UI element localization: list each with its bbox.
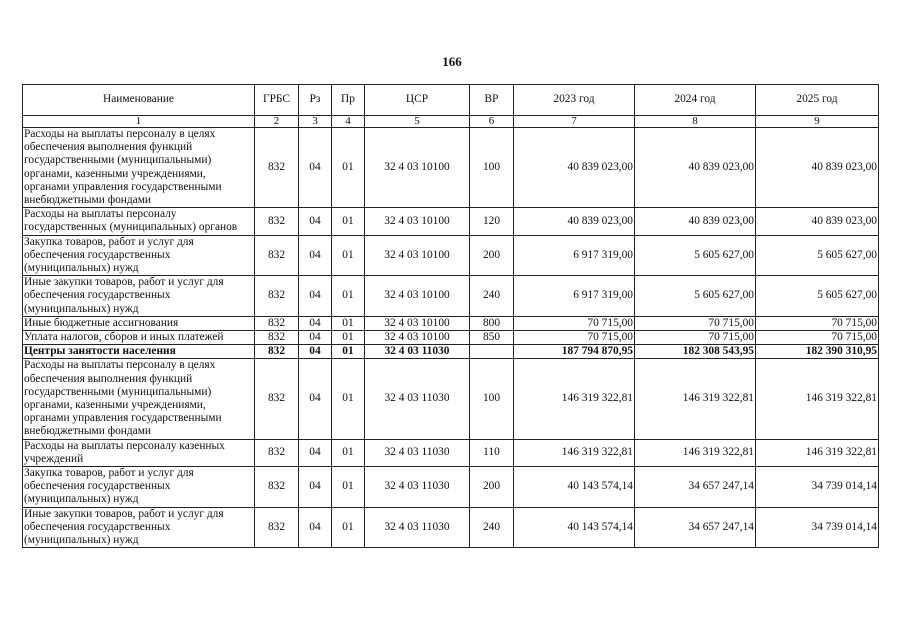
row-vr: 850 bbox=[470, 331, 514, 345]
row-amount-2023: 146 319 322,81 bbox=[514, 439, 635, 466]
row-amount-2023: 187 794 870,95 bbox=[514, 345, 635, 359]
row-rz: 04 bbox=[299, 331, 332, 345]
row-rz: 04 bbox=[299, 276, 332, 317]
row-csr: 32 4 03 10100 bbox=[365, 128, 470, 208]
column-number: 6 bbox=[470, 116, 514, 128]
row-amount-2025: 146 319 322,81 bbox=[756, 439, 879, 466]
row-amount-2025: 70 715,00 bbox=[756, 316, 879, 330]
column-number: 1 bbox=[23, 116, 255, 128]
budget-table bbox=[22, 84, 879, 548]
row-csr: 32 4 03 11030 bbox=[365, 467, 470, 508]
row-amount-2025: 70 715,00 bbox=[756, 331, 879, 345]
table-row bbox=[23, 276, 879, 317]
row-name: Уплата налогов, сборов и иных платежей bbox=[23, 331, 255, 345]
row-pr: 01 bbox=[332, 235, 365, 276]
row-grbs: 832 bbox=[255, 331, 299, 345]
row-vr: 800 bbox=[470, 316, 514, 330]
row-amount-2024: 40 839 023,00 bbox=[635, 208, 756, 235]
row-amount-2025: 146 319 322,81 bbox=[756, 359, 879, 439]
row-csr: 32 4 03 10100 bbox=[365, 235, 470, 276]
row-vr: 200 bbox=[470, 235, 514, 276]
column-number: 3 bbox=[299, 116, 332, 128]
row-amount-2023: 70 715,00 bbox=[514, 316, 635, 330]
header-2025: 2025 год bbox=[756, 85, 879, 116]
row-csr: 32 4 03 11030 bbox=[365, 507, 470, 548]
row-pr: 01 bbox=[332, 331, 365, 345]
row-rz: 04 bbox=[299, 208, 332, 235]
row-amount-2023: 40 839 023,00 bbox=[514, 208, 635, 235]
table-row bbox=[23, 507, 879, 548]
row-amount-2025: 182 390 310,95 bbox=[756, 345, 879, 359]
row-amount-2024: 70 715,00 bbox=[635, 331, 756, 345]
header-pr: Пр bbox=[332, 85, 365, 116]
row-name: Иные закупки товаров, работ и услуг для обеспечения государственных (муниципальных) нужд bbox=[23, 507, 255, 548]
row-grbs: 832 bbox=[255, 316, 299, 330]
row-rz: 04 bbox=[299, 316, 332, 330]
row-pr: 01 bbox=[332, 359, 365, 439]
row-amount-2025: 40 839 023,00 bbox=[756, 128, 879, 208]
row-grbs: 832 bbox=[255, 345, 299, 359]
row-rz: 04 bbox=[299, 235, 332, 276]
header-name: Наименование bbox=[23, 85, 255, 116]
table-row bbox=[23, 331, 879, 345]
table-row bbox=[23, 439, 879, 466]
row-amount-2024: 146 319 322,81 bbox=[635, 439, 756, 466]
header-grbs: ГРБС bbox=[255, 85, 299, 116]
row-csr: 32 4 03 11030 bbox=[365, 439, 470, 466]
column-number: 7 bbox=[514, 116, 635, 128]
header-2024: 2024 год bbox=[635, 85, 756, 116]
row-amount-2025: 34 739 014,14 bbox=[756, 467, 879, 508]
row-amount-2024: 70 715,00 bbox=[635, 316, 756, 330]
table-row bbox=[23, 467, 879, 508]
row-amount-2024: 40 839 023,00 bbox=[635, 128, 756, 208]
row-amount-2024: 5 605 627,00 bbox=[635, 235, 756, 276]
row-grbs: 832 bbox=[255, 235, 299, 276]
row-amount-2023: 6 917 319,00 bbox=[514, 235, 635, 276]
row-grbs: 832 bbox=[255, 467, 299, 508]
row-name: Закупка товаров, работ и услуг для обеспечения государственных (муниципальных) нужд bbox=[23, 235, 255, 276]
row-name: Закупка товаров, работ и услуг для обеспечения государственных (муниципальных) нужд bbox=[23, 467, 255, 508]
row-pr: 01 bbox=[332, 128, 365, 208]
row-csr: 32 4 03 10100 bbox=[365, 208, 470, 235]
header-2023: 2023 год bbox=[514, 85, 635, 116]
column-number: 9 bbox=[756, 116, 879, 128]
header-csr: ЦСР bbox=[365, 85, 470, 116]
row-name: Расходы на выплаты персоналу в целях обеспечения выполнения функций государственными (муниципальными) органами, казенными учреждениями, органами управления государственными внебюджетными фондами bbox=[23, 128, 255, 208]
column-number: 8 bbox=[635, 116, 756, 128]
row-grbs: 832 bbox=[255, 507, 299, 548]
row-csr: 32 4 03 10100 bbox=[365, 331, 470, 345]
row-pr: 01 bbox=[332, 276, 365, 317]
row-rz: 04 bbox=[299, 439, 332, 466]
row-rz: 04 bbox=[299, 345, 332, 359]
table-row bbox=[23, 345, 879, 359]
header-rz: Рз bbox=[299, 85, 332, 116]
row-csr: 32 4 03 10100 bbox=[365, 316, 470, 330]
table-body bbox=[23, 128, 879, 548]
row-name: Расходы на выплаты персоналу казенных учреждений bbox=[23, 439, 255, 466]
row-grbs: 832 bbox=[255, 208, 299, 235]
row-amount-2023: 70 715,00 bbox=[514, 331, 635, 345]
row-amount-2023: 40 143 574,14 bbox=[514, 467, 635, 508]
row-amount-2025: 40 839 023,00 bbox=[756, 208, 879, 235]
table-row bbox=[23, 235, 879, 276]
header-vr: ВР bbox=[470, 85, 514, 116]
row-vr: 110 bbox=[470, 439, 514, 466]
row-vr: 200 bbox=[470, 467, 514, 508]
row-rz: 04 bbox=[299, 507, 332, 548]
row-amount-2025: 5 605 627,00 bbox=[756, 276, 879, 317]
table-row bbox=[23, 316, 879, 330]
row-amount-2024: 146 319 322,81 bbox=[635, 359, 756, 439]
row-pr: 01 bbox=[332, 467, 365, 508]
row-pr: 01 bbox=[332, 507, 365, 548]
row-amount-2023: 6 917 319,00 bbox=[514, 276, 635, 317]
row-name: Расходы на выплаты персоналу в целях обеспечения выполнения функций государственными (муниципальными) органами, казенными учреждениями, органами управления государственными внебюджетными фондами bbox=[23, 359, 255, 439]
row-rz: 04 bbox=[299, 128, 332, 208]
header-row bbox=[23, 85, 879, 116]
row-name: Центры занятости населения bbox=[23, 345, 255, 359]
row-vr: 100 bbox=[470, 359, 514, 439]
row-amount-2025: 34 739 014,14 bbox=[756, 507, 879, 548]
row-vr: 120 bbox=[470, 208, 514, 235]
row-vr: 100 bbox=[470, 128, 514, 208]
row-vr bbox=[470, 345, 514, 359]
row-amount-2024: 182 308 543,95 bbox=[635, 345, 756, 359]
column-number: 4 bbox=[332, 116, 365, 128]
table-row bbox=[23, 359, 879, 439]
row-pr: 01 bbox=[332, 316, 365, 330]
row-name: Иные закупки товаров, работ и услуг для обеспечения государственных (муниципальных) нужд bbox=[23, 276, 255, 317]
row-amount-2023: 40 839 023,00 bbox=[514, 128, 635, 208]
page-number: 166 bbox=[442, 54, 462, 69]
row-grbs: 832 bbox=[255, 276, 299, 317]
row-pr: 01 bbox=[332, 439, 365, 466]
row-amount-2023: 40 143 574,14 bbox=[514, 507, 635, 548]
row-pr: 01 bbox=[332, 345, 365, 359]
row-name: Иные бюджетные ассигнования bbox=[23, 316, 255, 330]
row-amount-2025: 5 605 627,00 bbox=[756, 235, 879, 276]
row-pr: 01 bbox=[332, 208, 365, 235]
row-rz: 04 bbox=[299, 359, 332, 439]
row-vr: 240 bbox=[470, 276, 514, 317]
row-amount-2024: 5 605 627,00 bbox=[635, 276, 756, 317]
row-vr: 240 bbox=[470, 507, 514, 548]
row-rz: 04 bbox=[299, 467, 332, 508]
column-number: 2 bbox=[255, 116, 299, 128]
row-amount-2023: 146 319 322,81 bbox=[514, 359, 635, 439]
row-name: Расходы на выплаты персоналу государственных (муниципальных) органов bbox=[23, 208, 255, 235]
row-grbs: 832 bbox=[255, 359, 299, 439]
column-number: 5 bbox=[365, 116, 470, 128]
column-number-row bbox=[23, 116, 879, 128]
row-csr: 32 4 03 10100 bbox=[365, 276, 470, 317]
row-csr: 32 4 03 11030 bbox=[365, 359, 470, 439]
row-grbs: 832 bbox=[255, 439, 299, 466]
row-grbs: 832 bbox=[255, 128, 299, 208]
row-amount-2024: 34 657 247,14 bbox=[635, 507, 756, 548]
table-row bbox=[23, 128, 879, 208]
table-row bbox=[23, 208, 879, 235]
row-amount-2024: 34 657 247,14 bbox=[635, 467, 756, 508]
row-csr: 32 4 03 11030 bbox=[365, 345, 470, 359]
